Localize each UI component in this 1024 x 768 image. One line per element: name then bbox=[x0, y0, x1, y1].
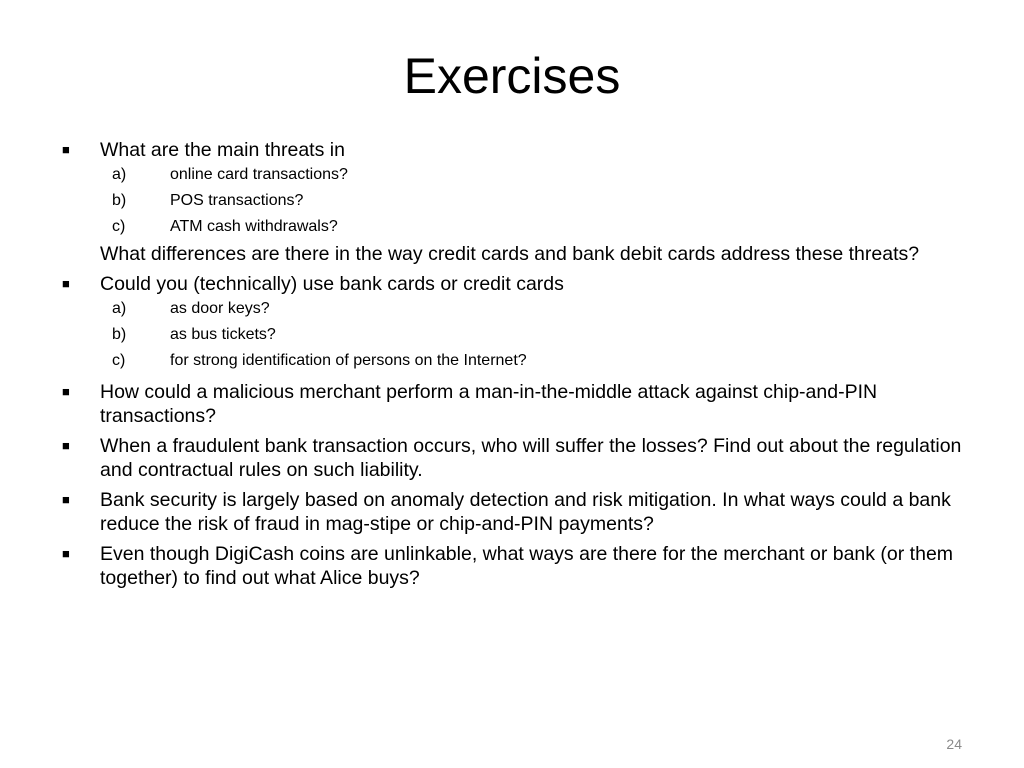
square-bullet-icon: ■ bbox=[62, 546, 70, 561]
sub-item-marker: b) bbox=[112, 326, 127, 343]
sub-item bbox=[62, 162, 982, 188]
bullet-text: How could a malicious merchant perform a man-in-the-middle attack against chip-and-PIN transactions? bbox=[100, 381, 878, 427]
square-bullet-icon: ■ bbox=[62, 492, 70, 507]
sub-item-text: for strong identification of persons on the Internet? bbox=[170, 352, 527, 369]
sub-item-text: online card transactions? bbox=[170, 166, 348, 183]
bullet-continuation-text: What differences are there in the way credit cards and bank debit cards address these threats? bbox=[100, 243, 920, 265]
sub-item-marker: a) bbox=[112, 166, 127, 183]
bullet-item bbox=[62, 488, 982, 536]
sub-list bbox=[62, 162, 982, 240]
bullet-text: Could you (technically) use bank cards or credit cards bbox=[100, 273, 564, 295]
bullet-item bbox=[62, 138, 982, 162]
sub-item-text: POS transactions? bbox=[170, 192, 304, 209]
sub-item bbox=[62, 188, 982, 214]
slide-title: Exercises bbox=[403, 48, 621, 104]
bullet-item bbox=[62, 434, 982, 482]
square-bullet-icon: ■ bbox=[62, 276, 70, 291]
bullet-text: What are the main threats in bbox=[100, 139, 345, 161]
sub-item-text: ATM cash withdrawals? bbox=[170, 218, 338, 235]
sub-item-text: as door keys? bbox=[170, 300, 270, 317]
sub-item bbox=[62, 214, 982, 240]
sub-item-marker: c) bbox=[112, 218, 126, 235]
sub-list bbox=[62, 296, 982, 374]
bullet-item bbox=[62, 380, 982, 428]
sub-item-text: as bus tickets? bbox=[170, 326, 276, 343]
bullet-item bbox=[62, 272, 982, 296]
square-bullet-icon: ■ bbox=[62, 384, 70, 399]
slide-content bbox=[62, 138, 982, 590]
bullet-text: When a fraudulent bank transaction occurs, who will suffer the losses? Find out about the regulation and contractual rules on such liability. bbox=[100, 435, 962, 481]
bullet-text: Bank security is largely based on anomaly detection and risk mitigation. In what ways could a bank reduce the risk of fraud in mag-stipe or chip-and-PIN payments? bbox=[100, 489, 951, 535]
sub-item bbox=[62, 322, 982, 348]
sub-item-marker: a) bbox=[112, 300, 127, 317]
slide-number: 24 bbox=[946, 736, 962, 752]
bullet-text: Even though DigiCash coins are unlinkable, what ways are there for the merchant or bank (or them together) to find out what Alice buys? bbox=[100, 543, 954, 589]
square-bullet-icon: ■ bbox=[62, 438, 70, 453]
sub-item bbox=[62, 296, 982, 322]
square-bullet-icon: ■ bbox=[62, 142, 70, 157]
sub-item-marker: c) bbox=[112, 352, 126, 369]
sub-item bbox=[62, 348, 982, 374]
sub-item-marker: b) bbox=[112, 192, 127, 209]
bullet-item bbox=[62, 542, 982, 590]
